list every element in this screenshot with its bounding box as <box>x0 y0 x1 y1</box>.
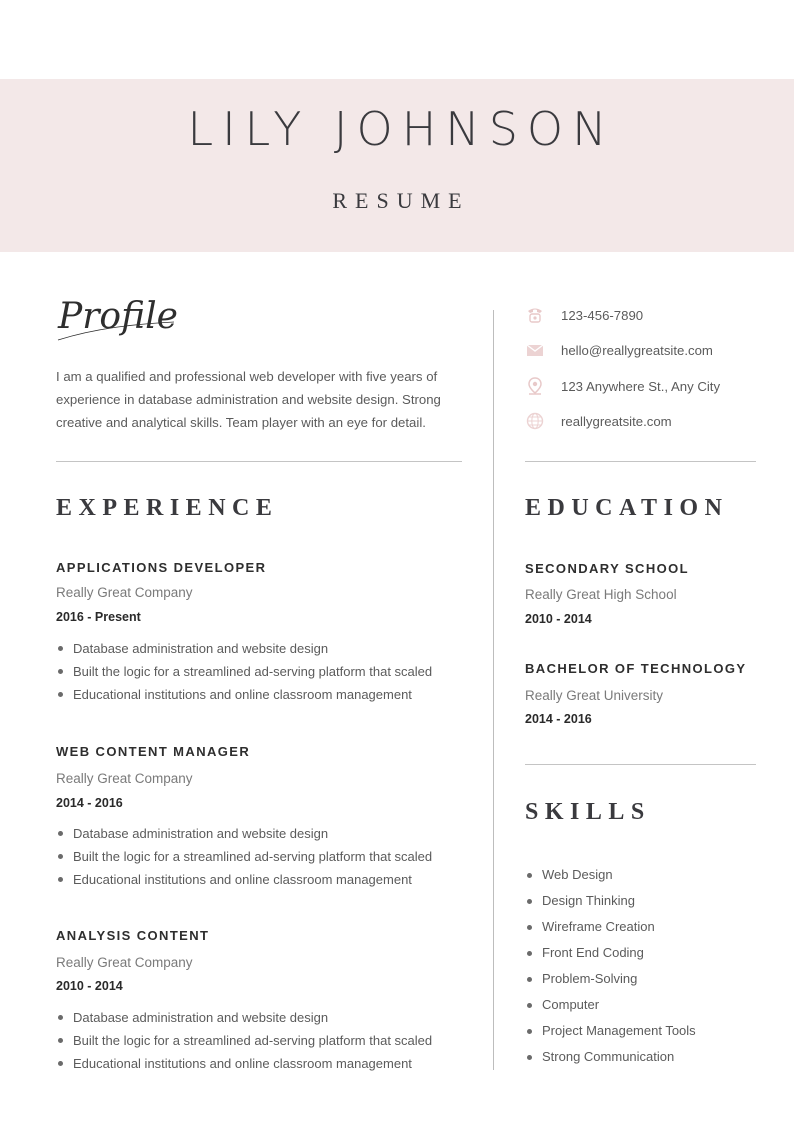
contact-website: reallygreatsite.com <box>561 413 672 429</box>
skill-item: Computer <box>525 992 696 1018</box>
profile-divider <box>56 461 462 462</box>
job-dates: 2016 - Present <box>56 610 141 624</box>
profile-heading-text: Profile <box>58 296 178 337</box>
job-dates: 2014 - 2016 <box>56 796 123 810</box>
phone-icon <box>525 305 545 325</box>
job-bullets <box>56 1006 432 1075</box>
job-dates: 2010 - 2014 <box>56 979 123 993</box>
education-heading: EDUCATION <box>525 495 729 521</box>
resume-name: LILY JOHNSON <box>187 102 616 156</box>
contact-divider <box>525 461 756 462</box>
list-item: Educational institutions and online classroom management <box>56 868 432 891</box>
skill-item: Strong Communication <box>525 1044 696 1070</box>
profile-summary: I am a qualified and professional web developer with five years of experience in database administration and website design. Strong creative and analytical skills. Team player with an eye for detail. <box>56 369 441 430</box>
list-item: Educational institutions and online classroom management <box>56 1052 432 1075</box>
skill-item: Project Management Tools <box>525 1018 696 1044</box>
job-title: ANALYSIS CONTENT <box>56 928 210 943</box>
contact-website-row <box>525 410 672 432</box>
contact-email: hello@reallygreatsite.com <box>561 342 713 358</box>
job-title: APPLICATIONS DEVELOPER <box>56 560 267 575</box>
location-pin-icon <box>525 376 545 396</box>
column-divider <box>493 310 494 1070</box>
job-company: Really Great Company <box>56 955 193 970</box>
skills-heading: SKILLS <box>525 799 651 825</box>
skill-item: Web Design <box>525 862 696 888</box>
education-divider <box>525 764 756 765</box>
job-title: WEB CONTENT MANAGER <box>56 744 251 759</box>
contact-email-row <box>525 339 713 361</box>
globe-icon <box>525 411 545 431</box>
education-dates: 2010 - 2014 <box>525 612 592 626</box>
list-item: Built the logic for a streamlined ad-serving platform that scaled <box>56 1029 432 1052</box>
skills-list <box>525 862 696 1070</box>
education-title: SECONDARY SCHOOL <box>525 561 689 576</box>
profile-heading <box>56 288 186 348</box>
skill-item: Wireframe Creation <box>525 914 696 940</box>
list-item: Built the logic for a streamlined ad-serving platform that scaled <box>56 845 432 868</box>
skill-item: Problem-Solving <box>525 966 696 992</box>
envelope-icon <box>525 340 545 360</box>
list-item: Built the logic for a streamlined ad-serving platform that scaled <box>56 660 432 683</box>
list-item: Database administration and website design <box>56 1006 432 1029</box>
job-bullets <box>56 637 432 706</box>
contact-address: 123 Anywhere St., Any City <box>561 378 721 394</box>
education-title: BACHELOR OF TECHNOLOGY <box>525 661 747 676</box>
job-company: Really Great Company <box>56 585 193 600</box>
skill-item: Front End Coding <box>525 940 696 966</box>
experience-heading: EXPERIENCE <box>56 495 279 521</box>
list-item: Database administration and website design <box>56 637 432 660</box>
contact-address-row <box>525 375 720 397</box>
skill-item: Design Thinking <box>525 888 696 914</box>
education-school: Really Great High School <box>525 587 677 602</box>
contact-phone: 123-456-7890 <box>561 307 644 323</box>
contact-phone-row <box>525 304 643 326</box>
resume-subtitle: RESUME <box>332 188 470 213</box>
education-school: Really Great University <box>525 688 664 703</box>
education-dates: 2014 - 2016 <box>525 712 592 726</box>
list-item: Database administration and website design <box>56 822 432 845</box>
job-company: Really Great Company <box>56 771 193 786</box>
job-bullets <box>56 822 432 891</box>
list-item: Educational institutions and online classroom management <box>56 683 432 706</box>
